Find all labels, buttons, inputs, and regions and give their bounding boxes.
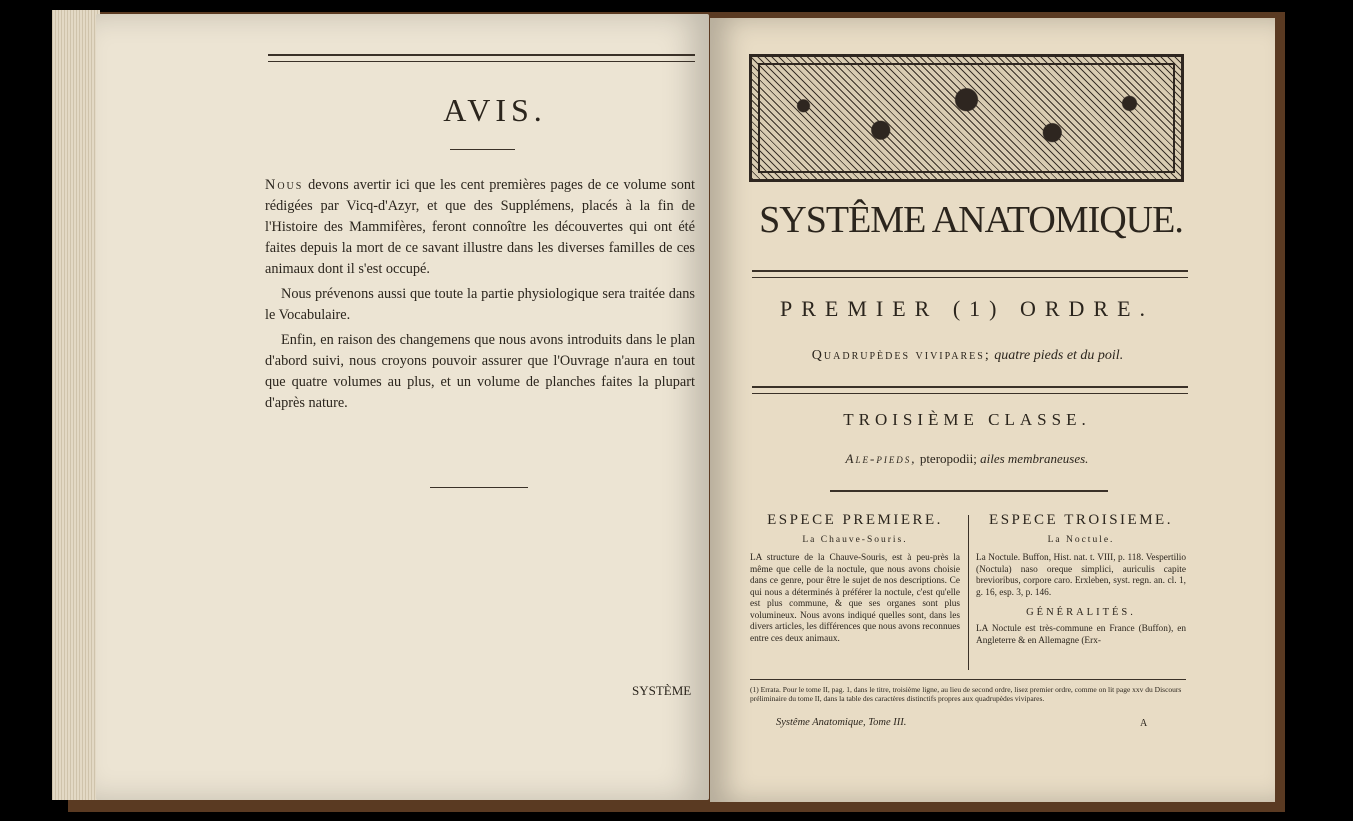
paragraph-1-text: devons avertir ici que les cent premières pages de ce volume sont rédigées par Vicq-d'Azyr, et que des Supplémens, placés à la fin de l'Histoire des Mammifères, feront connoître les découvertes qui ont été faites depuis la mort de ce savant illustre dans les diverses familles de ces animaux dont il s'est occupé. xyxy=(265,177,696,277)
noctule-generalites-text: LA Noctule est très-commune en France (Buffon), en Angleterre & en Allemagne (Erx- xyxy=(976,624,1186,646)
noctule-text: La Noctule. Buffon, Hist. nat. t. VIII, p. 118. Vespertilio (Noctula) naso oreque simplici, auriculis capite brevioribus, corpore caro. Erxleben, syst. regn. an. cl. 1, g. 16, esp. 3, p. 146. xyxy=(976,553,1186,598)
alipieds-line xyxy=(752,451,1182,467)
footnote-rule xyxy=(750,679,1186,680)
quad-italic: quatre pieds et du poil. xyxy=(994,348,1124,363)
title-double-rule xyxy=(752,270,1188,278)
chauve-souris-text: LA structure de la Chauve-Souris, est à peu-près la même que celle de la noctule, que nous avons choisie dans ce genre, pour être le sujet de nos descriptions. Ce qui nous a déterminés à préférer la noctule, c'est qu'elle est plus commune, & que ses organes sont plus volumineux. Nous avons indiqué quelles sont, dans les divers articles, les différences que nous avons reconnues entre ces deux animaux. xyxy=(750,553,960,644)
avis-body xyxy=(265,175,695,418)
ordre-double-rule xyxy=(752,386,1188,394)
catchword: SYSTÈME xyxy=(632,683,692,698)
page-title: SYSTÊME ANATOMIQUE. xyxy=(759,199,1183,241)
lead-word: Nous xyxy=(265,177,304,193)
generalites-heading: GÉNÉRALITÉS. xyxy=(1026,607,1136,618)
floral-ornament-icon xyxy=(749,54,1184,182)
paragraph-2: Nous prévenons aussi que toute la partie physiologique sera traitée dans le Vocabulaire. xyxy=(265,286,695,323)
footnote: (1) Errata. Pour le tome II, pag. 1, dans le titre, troisième ligne, au lieu de second ordre, lisez premier ordre, comme on lit page xxv du Discours préliminaire du tome II, dans la table des caractères distinctifs propres aux quadrupèdes vivipares. xyxy=(750,685,1182,703)
alipieds-caps: Ale-pieds, xyxy=(845,451,917,466)
classe-rule xyxy=(830,490,1108,492)
espece-premiere-heading: ESPECE PREMIERE. xyxy=(767,512,943,528)
column-divider xyxy=(968,515,969,670)
alipieds-roman: pteropodii; xyxy=(919,451,977,466)
chauve-souris-subheading: La Chauve-Souris. xyxy=(802,535,908,545)
quad-caps: Quadrupèdes vivipares; xyxy=(811,348,991,363)
quadrupedes-line xyxy=(755,348,1180,364)
classe-heading: TROISIÈME CLASSE. xyxy=(843,410,1091,429)
page-edges xyxy=(52,10,100,800)
alipieds-italic: ailes membraneuses. xyxy=(980,451,1089,466)
top-double-rule xyxy=(268,54,695,62)
end-rule xyxy=(430,487,528,488)
column-left xyxy=(750,512,960,645)
ordre-heading: PREMIER (1) ORDRE. xyxy=(779,296,1155,321)
avis-title: AVIS. xyxy=(443,92,547,128)
noctule-subheading: La Noctule. xyxy=(1047,535,1115,545)
signature-mark: A xyxy=(1140,718,1148,729)
paragraph-3: Enfin, en raison des changemens que nous avons introduits dans le plan d'abord suivi, nous croyons pouvoir assurer que l'Ouvrage n'aura en tout que quatre volumes au plus, et un volume de planches faites la plupart d'après nature. xyxy=(265,332,695,411)
title-rule xyxy=(450,149,515,150)
espece-troisieme-heading: ESPECE TROISIEME. xyxy=(989,512,1173,528)
column-right xyxy=(976,512,1186,647)
signature-line: Systême Anatomique, Tome III. xyxy=(776,717,907,728)
paragraph-1 xyxy=(265,175,695,280)
